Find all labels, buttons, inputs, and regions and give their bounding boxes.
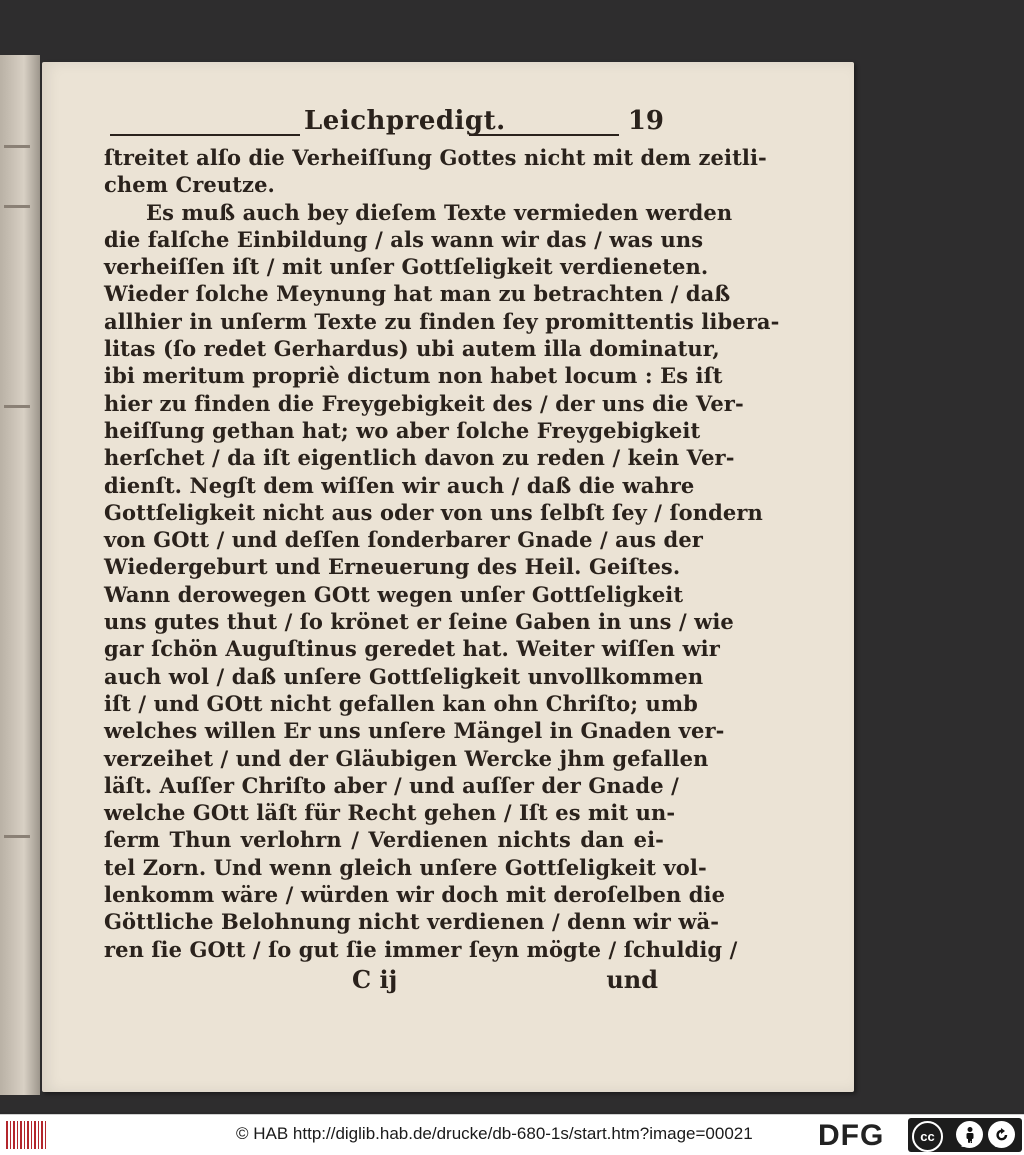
text-line: Göttliche Belohnung nicht verdienen / denn wir wä- xyxy=(104,909,720,935)
facing-page-text-trace xyxy=(4,835,30,838)
page-footer xyxy=(104,965,664,999)
text-line: ibi meritum propriè dictum non habet locum : Es iſt xyxy=(104,363,723,389)
text-line: von GOtt / und deſſen ſonderbarer Gnade / aus der xyxy=(104,527,703,553)
text-line: ſerm Thun verlohrn / Verdienen nichts dan ei- xyxy=(104,827,664,853)
book-page xyxy=(42,62,854,1092)
text-line: welche GOtt läſt für Recht gehen / Iſt es mit un- xyxy=(104,800,676,826)
running-title: Leichpredigt. xyxy=(304,106,506,136)
facing-page-text-trace xyxy=(4,145,30,148)
text-line: Es muß auch bey dieſem Texte vermieden werden xyxy=(146,199,733,225)
text-line: chem Creutze. xyxy=(104,172,275,198)
viewer-credit-bar xyxy=(0,1114,1024,1155)
text-line: uns gutes thut / ſo krönet er ſeine Gaben in uns / wie xyxy=(104,609,734,635)
facing-page-text-trace xyxy=(4,405,30,408)
head-rule-right xyxy=(469,134,619,136)
signature-mark: C ij xyxy=(352,964,398,994)
text-line: Gottſeligkeit nicht aus oder von uns ſelbſt ſey / ſondern xyxy=(104,499,763,525)
text-line: hier zu finden die Freygebigkeit des / der uns die Ver- xyxy=(104,390,744,416)
text-line: dienſt. Negſt dem wiſſen wir auch / daß die wahre xyxy=(104,472,695,498)
facing-page-edge xyxy=(0,55,40,1095)
cc-icon: cc xyxy=(912,1121,943,1152)
text-line: allhier in unſerm Texte zu finden ſey promittentis libera- xyxy=(104,308,780,334)
text-line: litas (ſo redet Gerhardus) ubi autem illa dominatur, xyxy=(104,336,720,362)
copyright-link[interactable]: © HAB http://diglib.hab.de/drucke/db-680-1s/start.htm?image=00021 xyxy=(236,1124,753,1143)
head-rule-left xyxy=(110,134,300,136)
page-number: 19 xyxy=(627,106,664,136)
hab-logo-icon xyxy=(6,1121,46,1149)
text-line: ren ſie GOtt / ſo gut ſie immer ſeyn mögte / ſchuldig / xyxy=(104,936,738,962)
text-line: tel Zorn. Und wenn gleich unſere Gottſeligkeit vol- xyxy=(104,854,707,880)
text-line: Wieder ſolche Meynung hat man zu betrachten / daß xyxy=(104,281,731,307)
page-text-block xyxy=(104,100,780,999)
by-label: BY xyxy=(961,1140,972,1149)
text-line: lenkomm wäre / würden wir doch mit deroſelben die xyxy=(104,882,726,908)
text-line: Wann derowegen GOtt wegen unſer Gottſeligkeit xyxy=(104,581,684,607)
text-line: verzeihet / und der Gläubigen Wercke jhm gefallen xyxy=(104,745,709,771)
body-text xyxy=(104,144,780,963)
text-line: auch wol / daß unſere Gottſeligkeit unvollkommen xyxy=(104,663,704,689)
dfg-logo: DFG xyxy=(818,1119,885,1152)
text-line: läſt. Auſſer Chriſto aber / und auſſer der Gnade / xyxy=(104,772,679,798)
text-line: ſtreitet alſo die Verheiſſung Gottes nicht mit dem zeitli- xyxy=(104,145,767,170)
text-line: iſt / und GOtt nicht gefallen kan ohn Chriſto; umb xyxy=(104,690,698,716)
text-line: gar ſchön Auguſtinus geredet hat. Weiter wiſſen wir xyxy=(104,636,720,662)
text-line: heiſſung gethan hat; wo aber ſolche Freygebigkeit xyxy=(104,417,701,443)
cc-license-badge[interactable] xyxy=(908,1118,1022,1152)
facing-page-text-trace xyxy=(4,205,30,208)
text-line: verheiſſen iſt / mit unſer Gottſeligkeit verdieneten. xyxy=(104,254,709,280)
text-line: die falſche Einbildung / als wann wir das / was uns xyxy=(104,226,704,252)
running-head xyxy=(104,100,664,140)
sa-label: SA xyxy=(994,1140,1005,1149)
text-line: Wiedergeburt und Erneuerung des Heil. Geiſtes. xyxy=(104,554,681,580)
catchword: und xyxy=(606,964,658,994)
text-line: herſchet / da iſt eigentlich davon zu reden / kein Ver- xyxy=(104,445,735,471)
text-line: welches willen Er uns unſere Mängel in Gnaden ver- xyxy=(104,718,725,744)
